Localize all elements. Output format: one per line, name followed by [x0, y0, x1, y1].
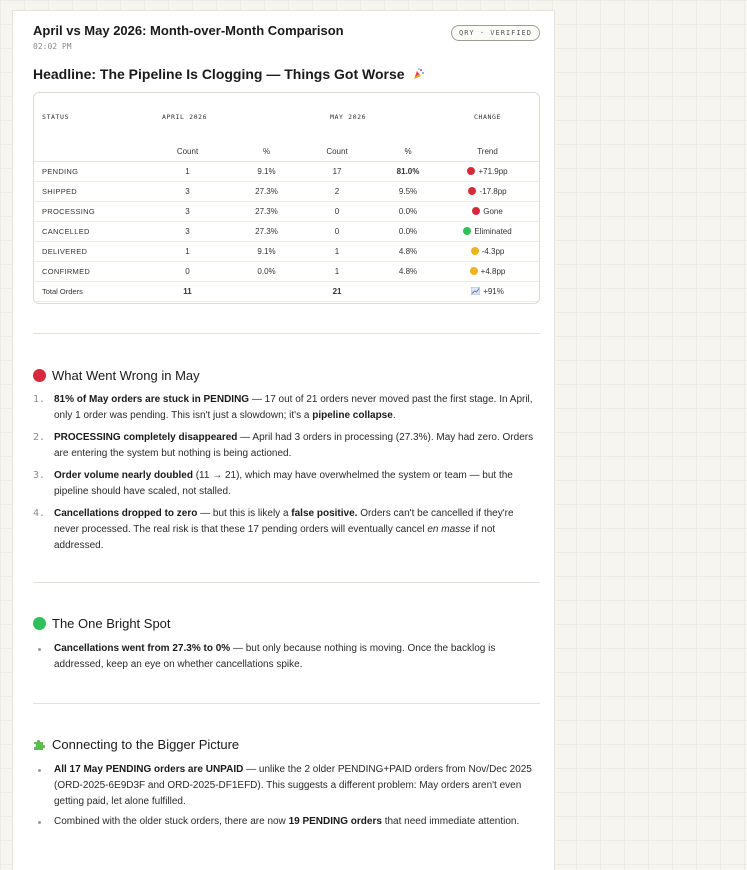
chart-increasing-icon	[471, 287, 480, 295]
italic-text: en masse	[427, 524, 471, 535]
may-count-cell: 1	[292, 262, 382, 282]
status-cell: DELIVERED	[34, 242, 134, 262]
bold-text: 81% of May orders are stuck in PENDING	[54, 394, 250, 405]
list-item	[33, 506, 540, 554]
item-text: if not addressed.	[54, 524, 496, 551]
red-circle-icon	[467, 167, 475, 175]
item-text: (11 → 21), which may have overwhelmed the system or team — but the pipeline should have scaled, not stalled.	[54, 470, 513, 497]
timestamp: 02:02 PM	[33, 42, 72, 51]
puzzle-piece-icon	[33, 738, 46, 754]
list-item	[33, 641, 540, 673]
header-status: STATUS	[42, 113, 70, 121]
change-cell	[434, 262, 540, 282]
subheader-count-april: Count	[134, 141, 241, 162]
item-text: Combined with the older stuck orders, there are now	[54, 816, 289, 827]
bold-text: PROCESSING completely disappeared	[54, 432, 238, 443]
list-item	[33, 762, 540, 810]
headline-text: Headline: The Pipeline Is Clogging — Things Got Worse	[33, 66, 405, 82]
april-pct-cell: 27.3%	[241, 222, 292, 242]
change-cell	[434, 182, 540, 202]
april-pct-cell: 27.3%	[241, 202, 292, 222]
divider-1	[33, 333, 540, 334]
status-cell: SHIPPED	[34, 182, 134, 202]
change-value: -17.8pp	[479, 187, 507, 196]
headline	[33, 66, 424, 83]
divider-2	[33, 582, 540, 583]
change-value: -4.3pp	[481, 247, 505, 256]
list-item	[33, 468, 540, 500]
list-item	[33, 392, 540, 424]
may-pct-cell: 4.8%	[382, 262, 434, 282]
table-row	[34, 162, 540, 182]
table-row	[34, 202, 540, 222]
red-circle-icon	[468, 187, 476, 195]
list-number: 4.	[33, 508, 46, 519]
may-count-cell: 17	[292, 162, 382, 182]
yellow-circle-icon	[471, 247, 479, 255]
change-cell	[434, 242, 540, 262]
change-cell	[434, 162, 540, 182]
section-heading-wrong: What Went Wrong in May	[33, 368, 200, 383]
total-april-count: 11	[134, 282, 241, 302]
list-item	[33, 430, 540, 462]
change-value: +71.9pp	[478, 167, 508, 176]
total-may-count: 21	[292, 282, 382, 302]
item-text: .	[392, 410, 396, 421]
subheader-pct-april: %	[241, 141, 292, 162]
status-cell: CONFIRMED	[34, 262, 134, 282]
item-text: that need immediate attention.	[381, 816, 520, 827]
april-count-cell: 3	[134, 222, 241, 242]
april-count-cell: 1	[134, 162, 241, 182]
bullet	[38, 648, 41, 651]
table-row	[34, 222, 540, 242]
list-number: 3.	[33, 470, 46, 481]
bigger-list	[33, 762, 540, 830]
change-cell	[434, 222, 540, 242]
bold-text: Cancellations dropped to zero	[54, 508, 198, 519]
subheader-pct-may: %	[382, 141, 434, 162]
status-cell: CANCELLED	[34, 222, 134, 242]
item-text: — but this is likely a	[197, 508, 292, 519]
may-pct-cell: 0.0%	[382, 202, 434, 222]
header-may: MAY 2026	[330, 113, 367, 121]
may-pct-cell: 0.0%	[382, 222, 434, 242]
table-row	[34, 182, 540, 202]
change-value: Gone	[483, 207, 503, 216]
yellow-circle-icon	[470, 267, 478, 275]
april-pct-cell: 9.1%	[241, 242, 292, 262]
report-title: April vs May 2026: Month-over-Month Comparison	[33, 23, 344, 38]
total-change-value: +91%	[483, 287, 504, 296]
bold-text: All 17 May PENDING orders are UNPAID	[54, 764, 244, 775]
april-pct-cell: 9.1%	[241, 162, 292, 182]
green-circle-icon	[33, 617, 46, 630]
red-circle-icon	[472, 207, 480, 215]
april-pct-cell: 27.3%	[241, 182, 292, 202]
section-heading-bigger: Connecting to the Bigger Picture	[33, 737, 239, 754]
bold-text: Cancellations went from 27.3% to 0%	[54, 643, 231, 654]
list-number: 1.	[33, 394, 46, 405]
subheader-count-may: Count	[292, 141, 382, 162]
bold-text: 19 PENDING orders	[288, 816, 382, 827]
may-count-cell: 1	[292, 242, 382, 262]
table-row	[34, 242, 540, 262]
bright-list	[33, 641, 540, 673]
list-number: 2.	[33, 432, 46, 443]
item-text: — April had 3 orders in processing (27.3%). May had zero. Orders are entering the system but nothing is being actioned.	[54, 432, 534, 459]
bold-text: pipeline collapse	[312, 410, 393, 421]
item-text: Orders can't be cancelled if they're never processed. The real risk is that these 17 pending orders will eventually cancel	[54, 508, 514, 535]
green-circle-icon	[463, 227, 471, 235]
may-count-cell: 2	[292, 182, 382, 202]
change-cell	[434, 202, 540, 222]
bullet	[38, 821, 41, 824]
may-pct-cell: 81.0%	[382, 162, 434, 182]
red-circle-icon	[33, 369, 46, 382]
bullet	[38, 769, 41, 772]
total-change	[434, 282, 540, 302]
header-change: CHANGE	[473, 113, 502, 121]
wrong-list	[33, 392, 540, 554]
may-pct-cell: 9.5%	[382, 182, 434, 202]
may-count-cell: 0	[292, 222, 382, 242]
total-label: Total Orders	[34, 282, 134, 302]
subheader-trend: Trend	[434, 141, 540, 162]
list-item	[33, 814, 540, 830]
change-value: Eliminated	[474, 227, 512, 236]
change-value: +4.8pp	[480, 267, 506, 276]
april-count-cell: 0	[134, 262, 241, 282]
item-text: — unlike the 2 older PENDING+PAID orders from Nov/Dec 2025 (ORD-2025-6E9D3F and ORD-2025-DF1EFD). This suggests a different problem: May orders aren't even getting paid, let alone fulfilled.	[54, 764, 532, 807]
verified-badge: QRY · VERIFIED	[451, 25, 540, 41]
item-text: — but only because nothing is moving. Once the backlog is addressed, keep an eye on whether cancellations spike.	[54, 643, 496, 670]
status-cell: PROCESSING	[34, 202, 134, 222]
table-row	[34, 262, 540, 282]
may-count-cell: 0	[292, 202, 382, 222]
item-text: — 17 out of 21 orders never moved past the first stage. In April, only 1 order was pending. This isn't just a slowdown; it's a	[54, 394, 533, 421]
bold-text: false positive.	[291, 508, 358, 519]
may-pct-cell: 4.8%	[382, 242, 434, 262]
header-april: APRIL 2026	[162, 113, 208, 121]
april-count-cell: 3	[134, 202, 241, 222]
section-heading-bright: The One Bright Spot	[33, 616, 171, 631]
divider-3	[33, 703, 540, 704]
message-card	[12, 10, 555, 870]
april-count-cell: 3	[134, 182, 241, 202]
bold-text: Order volume nearly doubled	[54, 470, 193, 481]
comparison-table	[33, 92, 540, 304]
april-count-cell: 1	[134, 242, 241, 262]
status-cell: PENDING	[34, 162, 134, 182]
april-pct-cell: 0.0%	[241, 262, 292, 282]
party-popper-icon	[412, 67, 424, 83]
